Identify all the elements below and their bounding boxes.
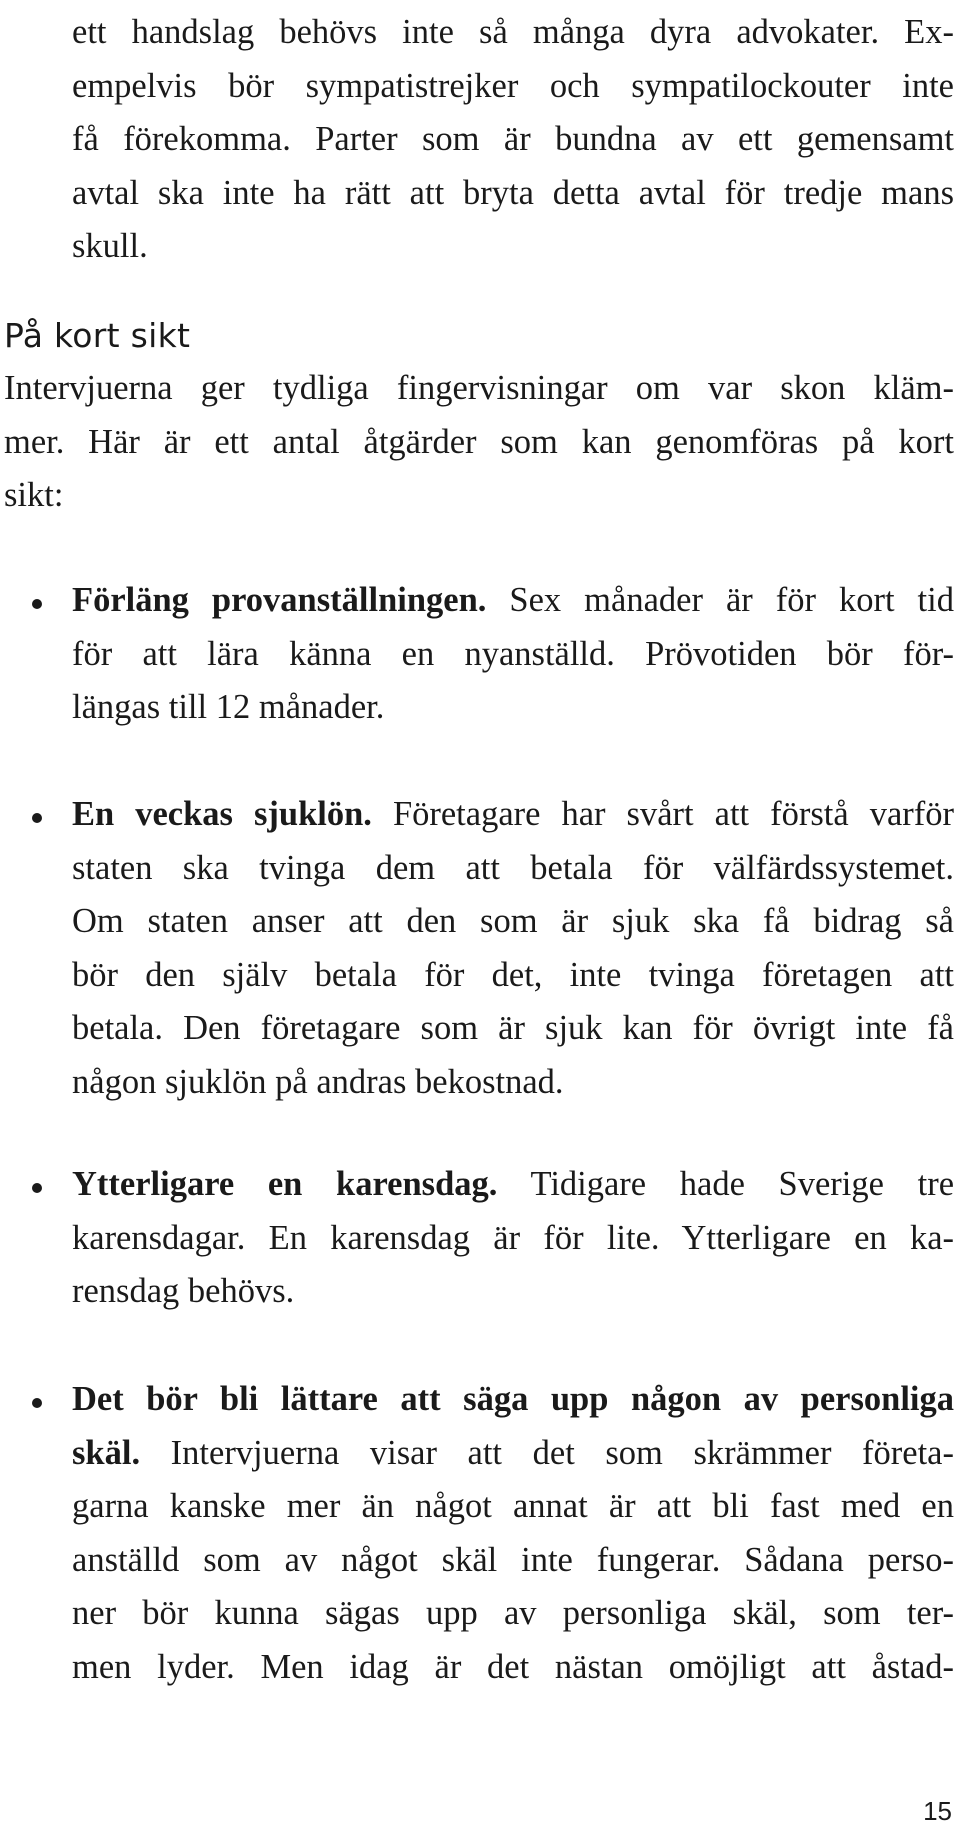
paragraph-line: garna kanske mer än något annat är att bli fast med en — [72, 1487, 954, 1525]
list-item-title: Förläng provanställningen. — [72, 581, 487, 619]
paragraph-line: betala. Den företagare som är sjuk kan för övrigt inte få — [72, 1009, 954, 1047]
paragraph-line: karensdagar. En karensdag är för lite. Ytterligare en ka- — [72, 1218, 954, 1257]
page-number: 15 — [923, 1796, 952, 1826]
paragraph-line: längas till 12 månader. — [72, 688, 385, 726]
paragraph-line — [72, 1158, 954, 1212]
paragraph-line: Om staten anser att den som är sjuk ska få bidrag så — [72, 902, 954, 940]
list-item-text — [72, 574, 954, 735]
list-item-body: Sex månader är för kort tid — [486, 581, 954, 619]
list-item-text — [72, 1373, 954, 1694]
list-item-body: Företagare har svårt att förstå varför — [371, 795, 954, 833]
bullet-icon — [32, 1183, 42, 1193]
paragraph-line: för att lära känna en nyanställd. Prövotiden bör för- — [72, 634, 954, 673]
paragraph-line: avtal ska inte ha rätt att bryta detta avtal för tredje mans — [72, 173, 954, 212]
bullet-icon — [32, 1398, 42, 1408]
paragraph-line: sikt: — [4, 476, 64, 514]
paragraph-line: skull. — [72, 227, 148, 265]
paragraph-line: Intervjuerna ger tydliga fingervisningar om var skon kläm- — [4, 369, 954, 407]
list-item-title: Ytterligare en karensdag. — [72, 1165, 498, 1203]
intro-paragraph — [4, 362, 954, 523]
paragraph-line: bör den själv betala för det, inte tvinga företagen att — [72, 955, 954, 994]
paragraph-line — [72, 1427, 954, 1481]
paragraph-line: ner bör kunna sägas upp av personliga skäl, som ter- — [72, 1594, 954, 1632]
section-heading: På kort sikt — [4, 316, 191, 355]
bullet-icon — [32, 813, 42, 823]
list-item-title: Det bör bli lättare att säga upp någon av personliga — [72, 1380, 954, 1418]
paragraph-line: men lyder. Men idag är det nästan omöjligt att åstad- — [72, 1647, 954, 1686]
paragraph-line: rensdag behövs. — [72, 1272, 295, 1310]
continuation-paragraph — [72, 6, 954, 274]
paragraph-line: ett handslag behövs inte så många dyra advokater. Ex- — [72, 13, 954, 51]
paragraph-line: anställd som av något skäl inte fungerar. Sådana perso- — [72, 1540, 954, 1579]
paragraph-line — [72, 788, 954, 842]
paragraph-line: mer. Här är ett antal åtgärder som kan genomföras på kort — [4, 422, 954, 461]
paragraph-line: någon sjuklön på andras bekostnad. — [72, 1062, 564, 1101]
list-item-body: Intervjuerna visar att det som skrämmer företa- — [140, 1433, 954, 1472]
bullet-icon — [32, 599, 42, 609]
list-item-text — [72, 1158, 954, 1319]
paragraph-line: få förekomma. Parter som är bundna av ett gemensamt — [72, 120, 954, 158]
paragraph-line: staten ska tvinga dem att betala för välfärdssystemet. — [72, 848, 954, 887]
list-item-title-end: skäl. — [72, 1433, 141, 1472]
list-item-text — [72, 788, 954, 1109]
list-item-title: En veckas sjuklön. — [72, 795, 372, 833]
list-item-body: Tidigare hade Sverige tre — [497, 1165, 955, 1203]
paragraph-line: empelvis bör sympatistrejker och sympatilockouter inte — [72, 66, 954, 105]
paragraph-line — [72, 574, 954, 628]
